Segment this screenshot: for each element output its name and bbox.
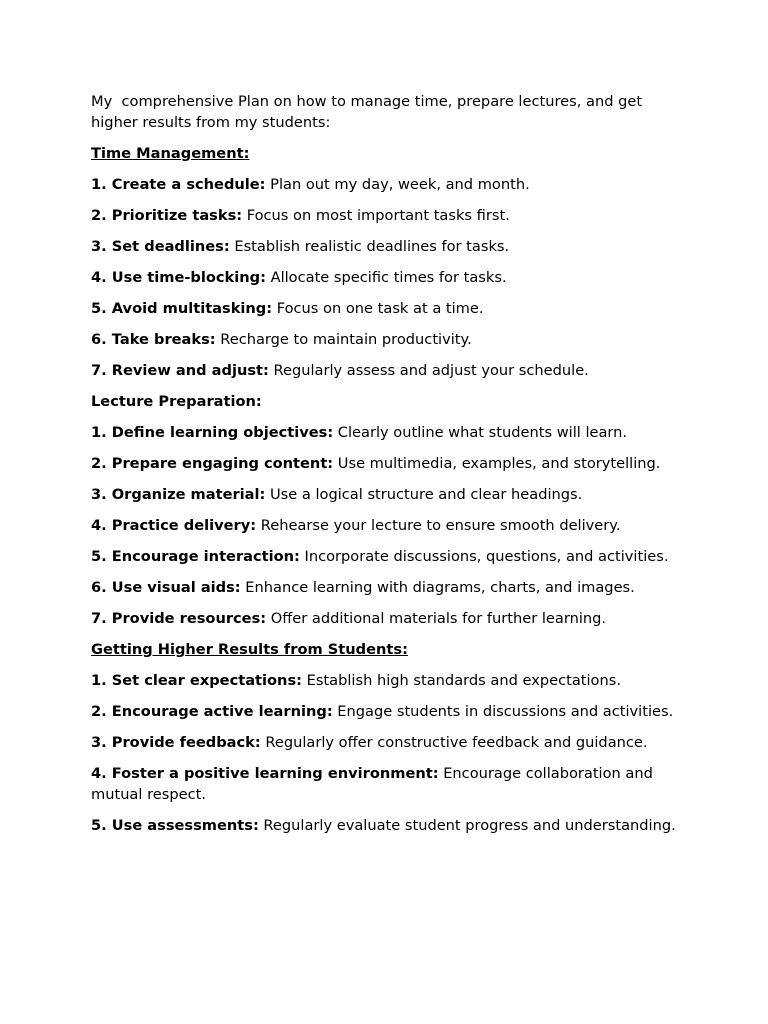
item-text: Incorporate discussions, questions, and activities.	[299, 548, 669, 565]
item-term: 3. Set deadlines:	[91, 238, 230, 255]
item-term: 6. Take breaks:	[91, 331, 216, 348]
list-item	[91, 174, 681, 195]
list-item	[91, 329, 681, 350]
list-item	[91, 453, 681, 474]
item-term: 2. Encourage active learning:	[91, 703, 333, 720]
list-item	[91, 546, 681, 567]
section-heading: Time Management:	[91, 145, 250, 162]
intro-paragraph: My comprehensive Plan on how to manage time, prepare lectures, and get higher results from my students:	[91, 93, 647, 131]
list-item	[91, 763, 681, 805]
item-term: 2. Prepare engaging content:	[91, 455, 334, 472]
list-item	[91, 670, 681, 691]
item-text: Rehearse your lecture to ensure smooth delivery.	[256, 517, 621, 534]
section-heading: Lecture Preparation:	[91, 393, 262, 410]
item-term: 2. Prioritize tasks:	[91, 207, 243, 224]
list-item	[91, 298, 681, 319]
list-item	[91, 205, 681, 226]
item-term: 3. Organize material:	[91, 486, 266, 503]
item-text: Plan out my day, week, and month.	[265, 176, 530, 193]
document-page	[91, 91, 681, 846]
item-term: 4. Use time-blocking:	[91, 269, 266, 286]
item-text: Engage students in discussions and activities.	[332, 703, 674, 720]
list-item	[91, 732, 681, 753]
list-item	[91, 577, 681, 598]
section-lecture-preparation	[91, 391, 681, 629]
section-heading: Getting Higher Results from Students:	[91, 641, 408, 658]
item-term: 1. Create a schedule:	[91, 176, 266, 193]
section-time-management	[91, 143, 681, 381]
item-text: Focus on one task at a time.	[272, 300, 484, 317]
item-text: Establish realistic deadlines for tasks.	[229, 238, 510, 255]
list-item	[91, 608, 681, 629]
item-term: 4. Foster a positive learning environment:	[91, 765, 439, 782]
list-item	[91, 515, 681, 536]
item-text: Clearly outline what students will learn.	[333, 424, 628, 441]
item-text: Regularly evaluate student progress and understanding.	[258, 817, 676, 834]
item-term: 6. Use visual aids:	[91, 579, 241, 596]
item-term: 5. Avoid multitasking:	[91, 300, 273, 317]
item-text: Use a logical structure and clear headings.	[265, 486, 583, 503]
item-term: 5. Encourage interaction:	[91, 548, 300, 565]
item-text: Offer additional materials for further learning.	[266, 610, 607, 627]
item-text: Encourage collaboration and mutual respect.	[91, 765, 653, 803]
list-item	[91, 236, 681, 257]
item-term: 7. Review and adjust:	[91, 362, 269, 379]
item-term: 1. Set clear expectations:	[91, 672, 302, 689]
item-text: Use multimedia, examples, and storytelling.	[333, 455, 661, 472]
item-text: Regularly offer constructive feedback and guidance.	[260, 734, 648, 751]
item-text: Recharge to maintain productivity.	[215, 331, 472, 348]
item-term: 3. Provide feedback:	[91, 734, 261, 751]
item-text: Regularly assess and adjust your schedule.	[268, 362, 589, 379]
item-term: 4. Practice delivery:	[91, 517, 257, 534]
item-text: Allocate specific times for tasks.	[265, 269, 507, 286]
item-term: 1. Define learning objectives:	[91, 424, 334, 441]
item-term: 5. Use assessments:	[91, 817, 259, 834]
list-item	[91, 267, 681, 288]
item-text: Focus on most important tasks first.	[242, 207, 510, 224]
item-text: Establish high standards and expectations.	[301, 672, 621, 689]
list-item	[91, 422, 681, 443]
list-item	[91, 360, 681, 381]
list-item	[91, 815, 681, 836]
list-item	[91, 484, 681, 505]
item-text: Enhance learning with diagrams, charts, and images.	[240, 579, 635, 596]
item-term: 7. Provide resources:	[91, 610, 267, 627]
section-higher-results	[91, 639, 681, 836]
list-item	[91, 701, 681, 722]
